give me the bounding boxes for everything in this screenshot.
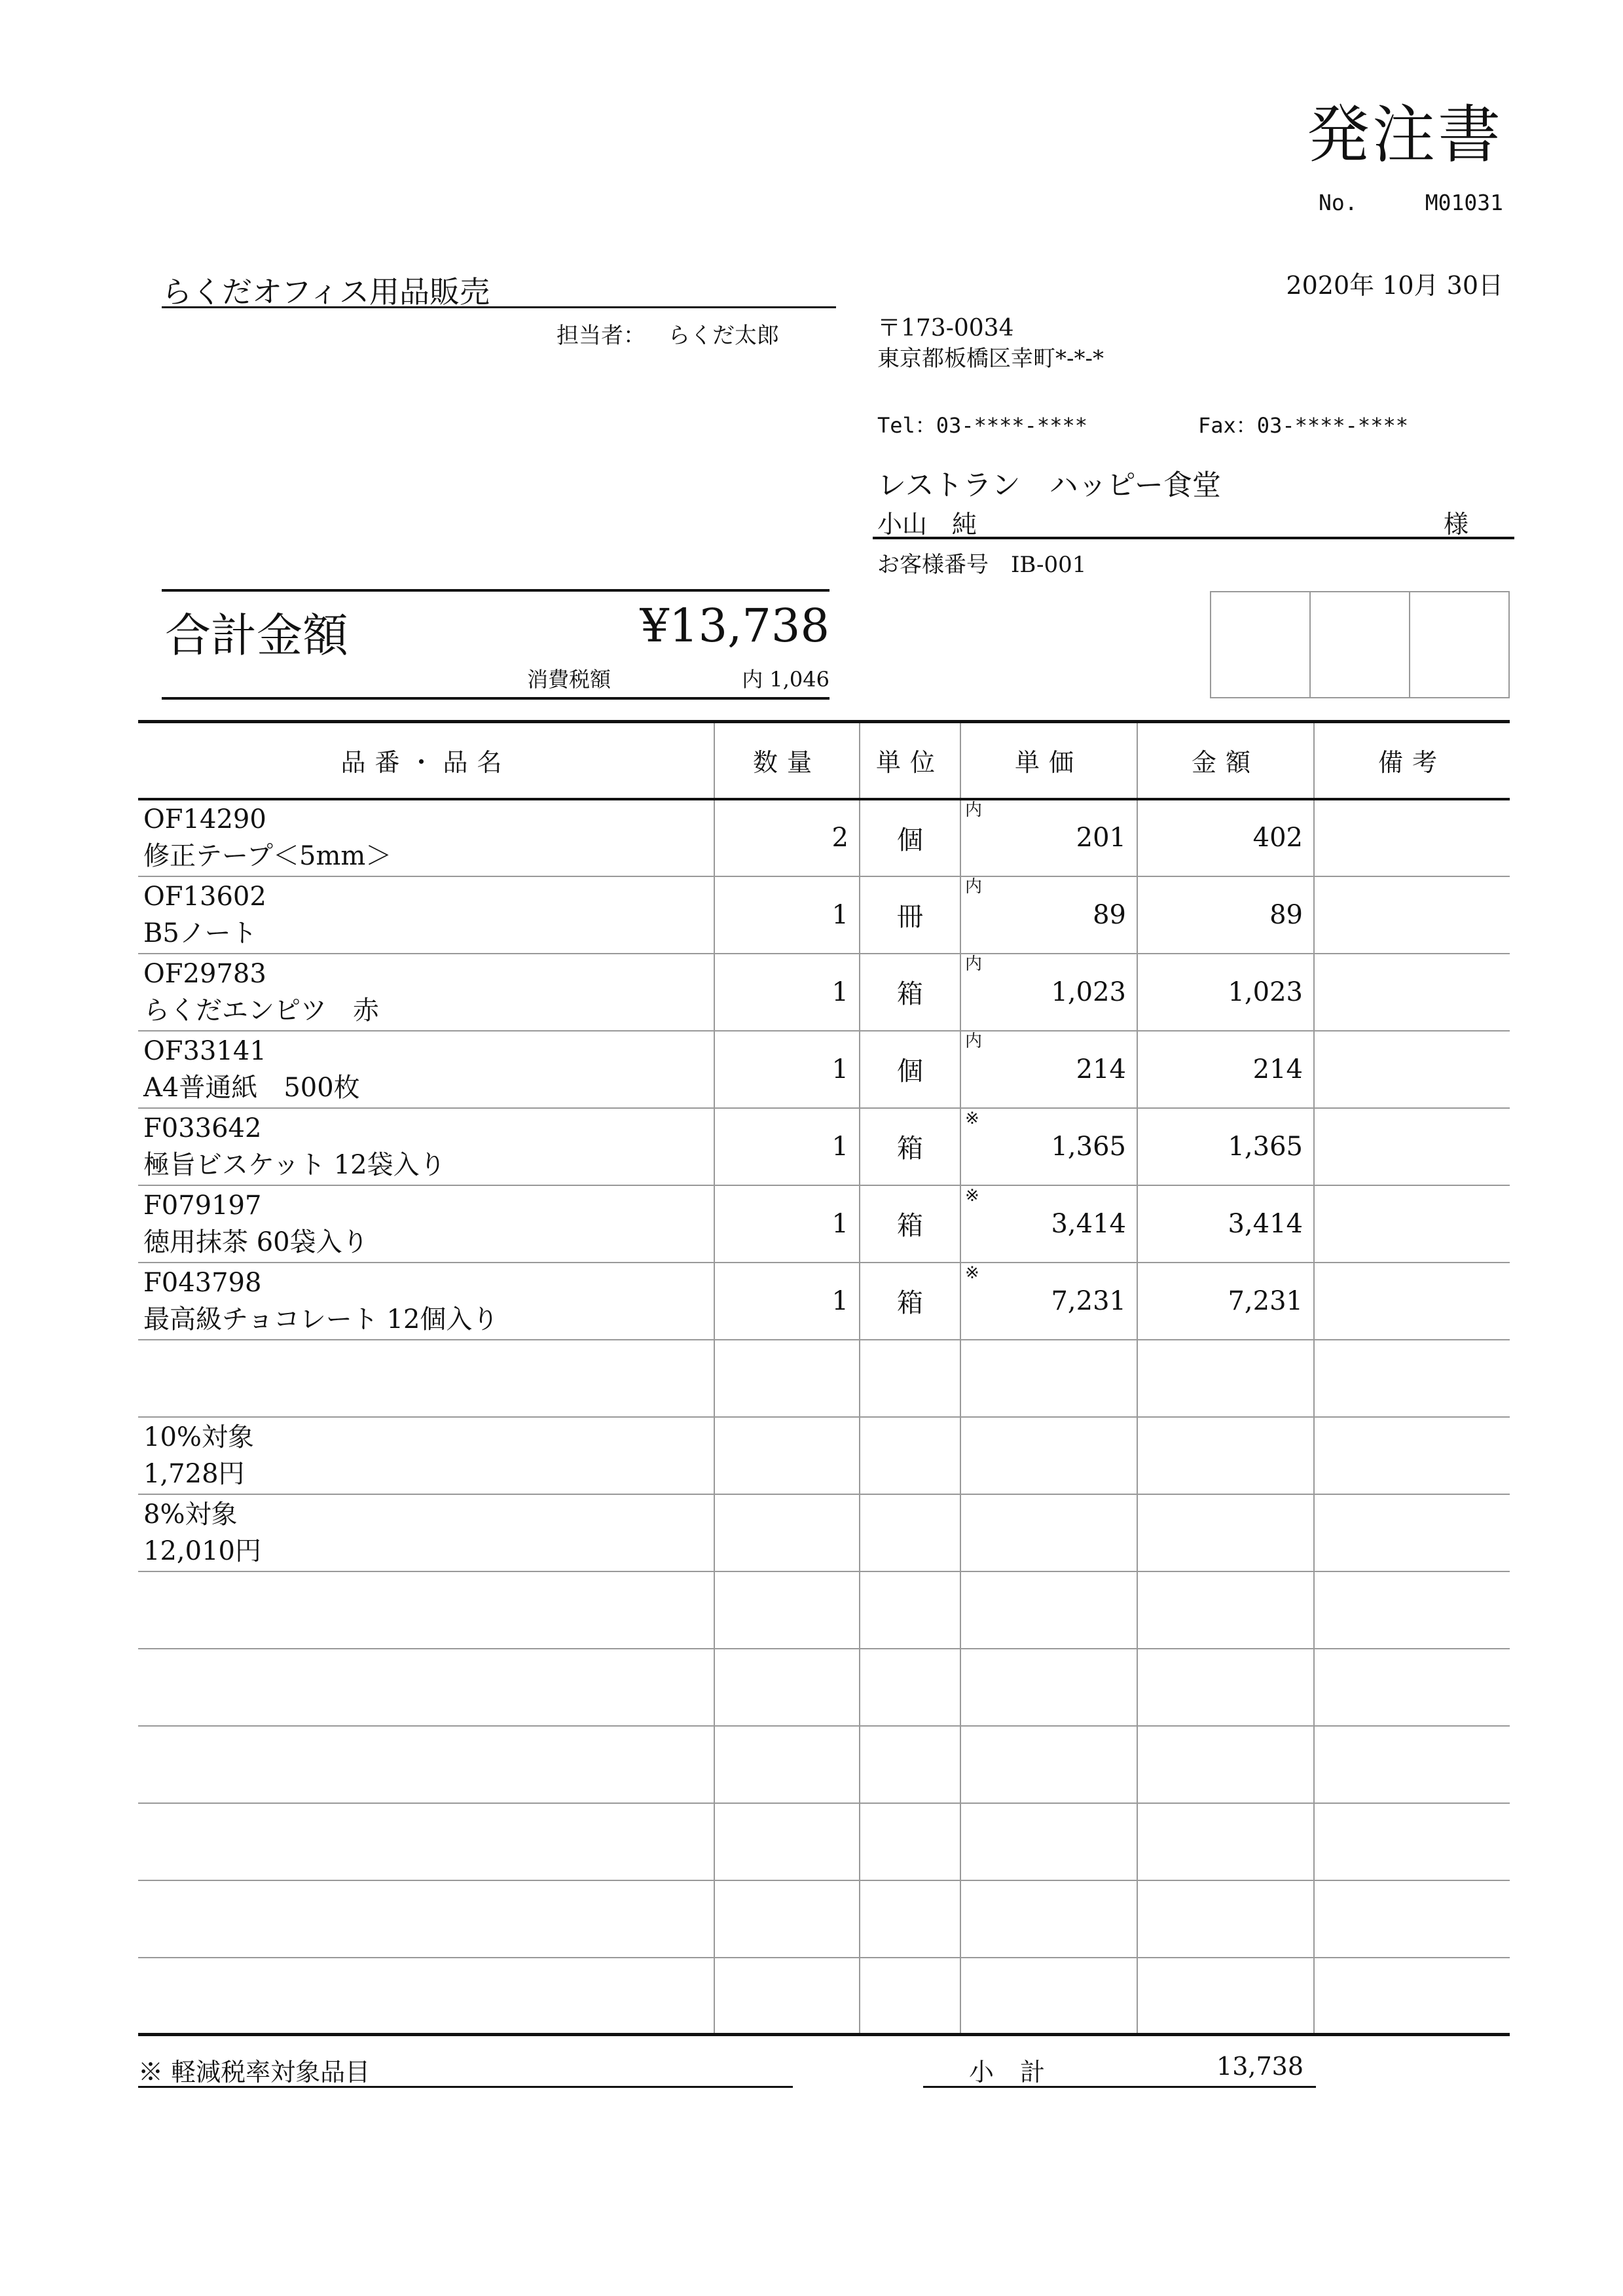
item-remarks xyxy=(1314,799,1510,876)
item-name-cell xyxy=(138,954,714,1031)
table-row xyxy=(138,1417,1510,1494)
item-amount xyxy=(1137,1417,1314,1494)
table-row xyxy=(138,799,1510,876)
item-unit xyxy=(860,1571,960,1649)
item-remarks xyxy=(1314,1031,1510,1108)
item-quantity xyxy=(714,1494,860,1571)
customer-tel: Tel：03-****-**** xyxy=(877,413,1087,438)
item-remarks xyxy=(1314,954,1510,1031)
item-code: OF33141 xyxy=(143,1035,266,1066)
item-amount xyxy=(1137,1803,1314,1880)
item-unit xyxy=(860,1726,960,1803)
item-name-cell xyxy=(138,876,714,954)
document-number-label: No. xyxy=(1319,190,1358,215)
item-amount xyxy=(1137,1958,1314,2035)
item-unit-price-cell xyxy=(960,1726,1137,1803)
item-name: らくだエンピツ 赤 xyxy=(143,995,379,1026)
item-quantity: 1 xyxy=(714,1185,860,1263)
item-amount xyxy=(1137,1649,1314,1726)
item-code: OF13602 xyxy=(143,881,266,912)
header-remarks: 備考 xyxy=(1314,722,1510,799)
tax-mark: ※ xyxy=(965,1263,979,1283)
item-unit-price-cell xyxy=(960,1185,1137,1263)
table-row xyxy=(138,1108,1510,1185)
item-quantity: 2 xyxy=(714,799,860,876)
tax-amount-label: 消費税額 xyxy=(527,667,611,692)
items-table xyxy=(138,720,1510,2036)
item-amount xyxy=(1137,1340,1314,1417)
header-item-name: 品番・品名 xyxy=(138,722,714,799)
item-name-cell xyxy=(138,1571,714,1649)
item-unit-price-cell xyxy=(960,1571,1137,1649)
item-remarks xyxy=(1314,876,1510,954)
table-header-row xyxy=(138,722,1510,799)
item-amount xyxy=(1137,1880,1314,1958)
table-row xyxy=(138,876,1510,954)
item-unit xyxy=(860,1958,960,2035)
item-name-cell xyxy=(138,1263,714,1340)
reduced-tax-underline xyxy=(138,2086,793,2088)
stamp-box-cell xyxy=(1309,592,1409,697)
item-remarks xyxy=(1314,1108,1510,1185)
item-code: OF14290 xyxy=(143,804,266,834)
item-remarks xyxy=(1314,1649,1510,1726)
item-quantity: 1 xyxy=(714,954,860,1031)
item-name-cell xyxy=(138,1958,714,2035)
item-amount: 3,414 xyxy=(1137,1185,1314,1263)
item-name-cell xyxy=(138,1726,714,1803)
header-unit-price: 単価 xyxy=(960,722,1137,799)
item-quantity: 1 xyxy=(714,1031,860,1108)
table-row xyxy=(138,1494,1510,1571)
item-unit: 箱 xyxy=(860,1185,960,1263)
item-code: 10%対象 xyxy=(143,1422,254,1452)
item-amount: 7,231 xyxy=(1137,1263,1314,1340)
item-unit-price: 7,231 xyxy=(1051,1285,1126,1316)
item-quantity: 1 xyxy=(714,876,860,954)
customer-honorific: 様 xyxy=(1444,510,1469,539)
stamp-box-cell xyxy=(1211,592,1309,697)
supplier-name: らくだオフィス用品販売 xyxy=(162,274,490,310)
item-name: 徳用抹茶 60袋入り xyxy=(143,1227,369,1257)
item-unit-price-cell xyxy=(960,876,1137,954)
item-quantity xyxy=(714,1649,860,1726)
item-unit-price: 1,365 xyxy=(1051,1131,1126,1162)
item-unit-price-cell xyxy=(960,1417,1137,1494)
item-unit: 箱 xyxy=(860,1263,960,1340)
item-unit: 冊 xyxy=(860,876,960,954)
item-remarks xyxy=(1314,1571,1510,1649)
supplier-underline xyxy=(162,306,836,308)
item-name: 極旨ビスケット 12袋入り xyxy=(143,1149,446,1180)
item-remarks xyxy=(1314,1803,1510,1880)
item-unit-price: 1,023 xyxy=(1051,977,1126,1007)
item-unit-price-cell xyxy=(960,1649,1137,1726)
customer-address: 東京都板橋区幸町*-*-* xyxy=(877,346,1104,372)
total-bottom-rule xyxy=(162,697,830,700)
total-amount: ¥13,738 xyxy=(640,599,830,653)
item-quantity xyxy=(714,1340,860,1417)
item-remarks xyxy=(1314,1726,1510,1803)
supplier-person: らくだ太郎 xyxy=(668,323,779,349)
item-code: OF29783 xyxy=(143,958,266,989)
tax-mark: ※ xyxy=(965,1108,979,1128)
table-row xyxy=(138,1031,1510,1108)
item-quantity xyxy=(714,1803,860,1880)
header-amount: 金額 xyxy=(1137,722,1314,799)
reduced-tax-note: ※ 軽減税率対象品目 xyxy=(138,2058,371,2087)
customer-postal-code: 〒173-0034 xyxy=(877,315,1014,342)
item-unit xyxy=(860,1417,960,1494)
item-quantity xyxy=(714,1958,860,2035)
table-row xyxy=(138,1958,1510,2035)
item-unit-price-cell xyxy=(960,1263,1137,1340)
item-unit-price: 3,414 xyxy=(1051,1208,1126,1239)
item-unit-price: 214 xyxy=(1076,1054,1126,1085)
table-row xyxy=(138,1649,1510,1726)
item-amount: 402 xyxy=(1137,799,1314,876)
item-quantity xyxy=(714,1880,860,1958)
item-name-cell xyxy=(138,1880,714,1958)
approval-stamp-boxes xyxy=(1210,591,1510,698)
items-body xyxy=(138,799,1510,2035)
item-name: 1,728円 xyxy=(143,1458,245,1489)
customer-person: 小山 純 xyxy=(877,510,977,539)
customer-company: レストラン ハッピー食堂 xyxy=(877,469,1221,502)
supplier-person-label: 担当者： xyxy=(556,323,646,349)
item-name-cell xyxy=(138,1185,714,1263)
item-amount: 1,365 xyxy=(1137,1108,1314,1185)
item-unit-price-cell xyxy=(960,954,1137,1031)
item-name-cell xyxy=(138,1417,714,1494)
item-name-cell xyxy=(138,1803,714,1880)
item-name: 12,010円 xyxy=(143,1535,261,1566)
tax-mark: 内 xyxy=(965,876,983,897)
item-name-cell xyxy=(138,1340,714,1417)
item-name-cell xyxy=(138,1108,714,1185)
tax-mark: ※ xyxy=(965,1185,979,1206)
item-unit-price-cell xyxy=(960,1494,1137,1571)
header-unit: 単位 xyxy=(860,722,960,799)
item-unit-price-cell xyxy=(960,1108,1137,1185)
item-code: 8%対象 xyxy=(143,1499,238,1530)
table-row xyxy=(138,1880,1510,1958)
tax-mark: 内 xyxy=(965,800,983,820)
item-quantity xyxy=(714,1571,860,1649)
item-name-cell xyxy=(138,1031,714,1108)
item-code: F043798 xyxy=(143,1267,262,1298)
item-unit: 箱 xyxy=(860,954,960,1031)
item-unit: 箱 xyxy=(860,1108,960,1185)
item-unit-price-cell xyxy=(960,1958,1137,2035)
item-remarks xyxy=(1314,1263,1510,1340)
item-unit xyxy=(860,1649,960,1726)
subtotal-underline xyxy=(923,2086,1316,2088)
total-top-rule xyxy=(162,589,830,592)
table-row xyxy=(138,954,1510,1031)
table-row xyxy=(138,1340,1510,1417)
item-unit-price: 89 xyxy=(1093,899,1126,930)
stamp-box-cell xyxy=(1409,592,1508,697)
tax-mark: 内 xyxy=(965,1031,983,1051)
item-code: F079197 xyxy=(143,1190,262,1221)
item-unit-price-cell xyxy=(960,799,1137,876)
item-name: 修正テープ＜5mm＞ xyxy=(143,841,392,871)
issue-date: 2020年 10月 30日 xyxy=(1286,271,1503,300)
item-name-cell xyxy=(138,1494,714,1571)
item-unit: 個 xyxy=(860,799,960,876)
item-quantity xyxy=(714,1417,860,1494)
item-remarks xyxy=(1314,1880,1510,1958)
item-amount: 214 xyxy=(1137,1031,1314,1108)
item-unit xyxy=(860,1494,960,1571)
item-unit-price-cell xyxy=(960,1803,1137,1880)
item-amount: 89 xyxy=(1137,876,1314,954)
item-unit-price-cell xyxy=(960,1880,1137,1958)
item-code: F033642 xyxy=(143,1113,262,1143)
tax-amount: 内 1,046 xyxy=(742,667,830,692)
table-row xyxy=(138,1803,1510,1880)
item-amount xyxy=(1137,1726,1314,1803)
table-row xyxy=(138,1263,1510,1340)
item-remarks xyxy=(1314,1494,1510,1571)
item-name: B5ノート xyxy=(143,918,257,948)
item-name-cell xyxy=(138,799,714,876)
customer-number: お客様番号 IB-001 xyxy=(877,552,1087,578)
table-row xyxy=(138,1185,1510,1263)
item-unit-price: 201 xyxy=(1076,823,1126,853)
item-remarks xyxy=(1314,1185,1510,1263)
document-number: M01031 xyxy=(1425,190,1503,215)
tax-mark: 内 xyxy=(965,954,983,974)
document-title: 発注書 xyxy=(1307,98,1503,171)
item-name: 最高級チョコレート 12個入り xyxy=(143,1304,499,1335)
item-unit-price-cell xyxy=(960,1031,1137,1108)
item-unit: 個 xyxy=(860,1031,960,1108)
item-quantity xyxy=(714,1726,860,1803)
item-quantity: 1 xyxy=(714,1263,860,1340)
item-amount: 1,023 xyxy=(1137,954,1314,1031)
subtotal-label: 小計 xyxy=(969,2058,1072,2087)
table-row xyxy=(138,1571,1510,1649)
header-quantity: 数量 xyxy=(714,722,860,799)
total-amount-label: 合計金額 xyxy=(165,609,348,662)
item-unit-price-cell xyxy=(960,1340,1137,1417)
item-unit xyxy=(860,1340,960,1417)
item-remarks xyxy=(1314,1340,1510,1417)
item-amount xyxy=(1137,1494,1314,1571)
item-name-cell xyxy=(138,1649,714,1726)
item-quantity: 1 xyxy=(714,1108,860,1185)
item-remarks xyxy=(1314,1958,1510,2035)
item-unit xyxy=(860,1803,960,1880)
subtotal-value: 13,738 xyxy=(1216,2052,1304,2081)
customer-fax: Fax：03-****-**** xyxy=(1198,413,1408,438)
customer-underline xyxy=(873,537,1514,539)
item-unit xyxy=(860,1880,960,1958)
item-amount xyxy=(1137,1571,1314,1649)
table-row xyxy=(138,1726,1510,1803)
item-name: A4普通紙 500枚 xyxy=(143,1072,360,1103)
item-remarks xyxy=(1314,1417,1510,1494)
